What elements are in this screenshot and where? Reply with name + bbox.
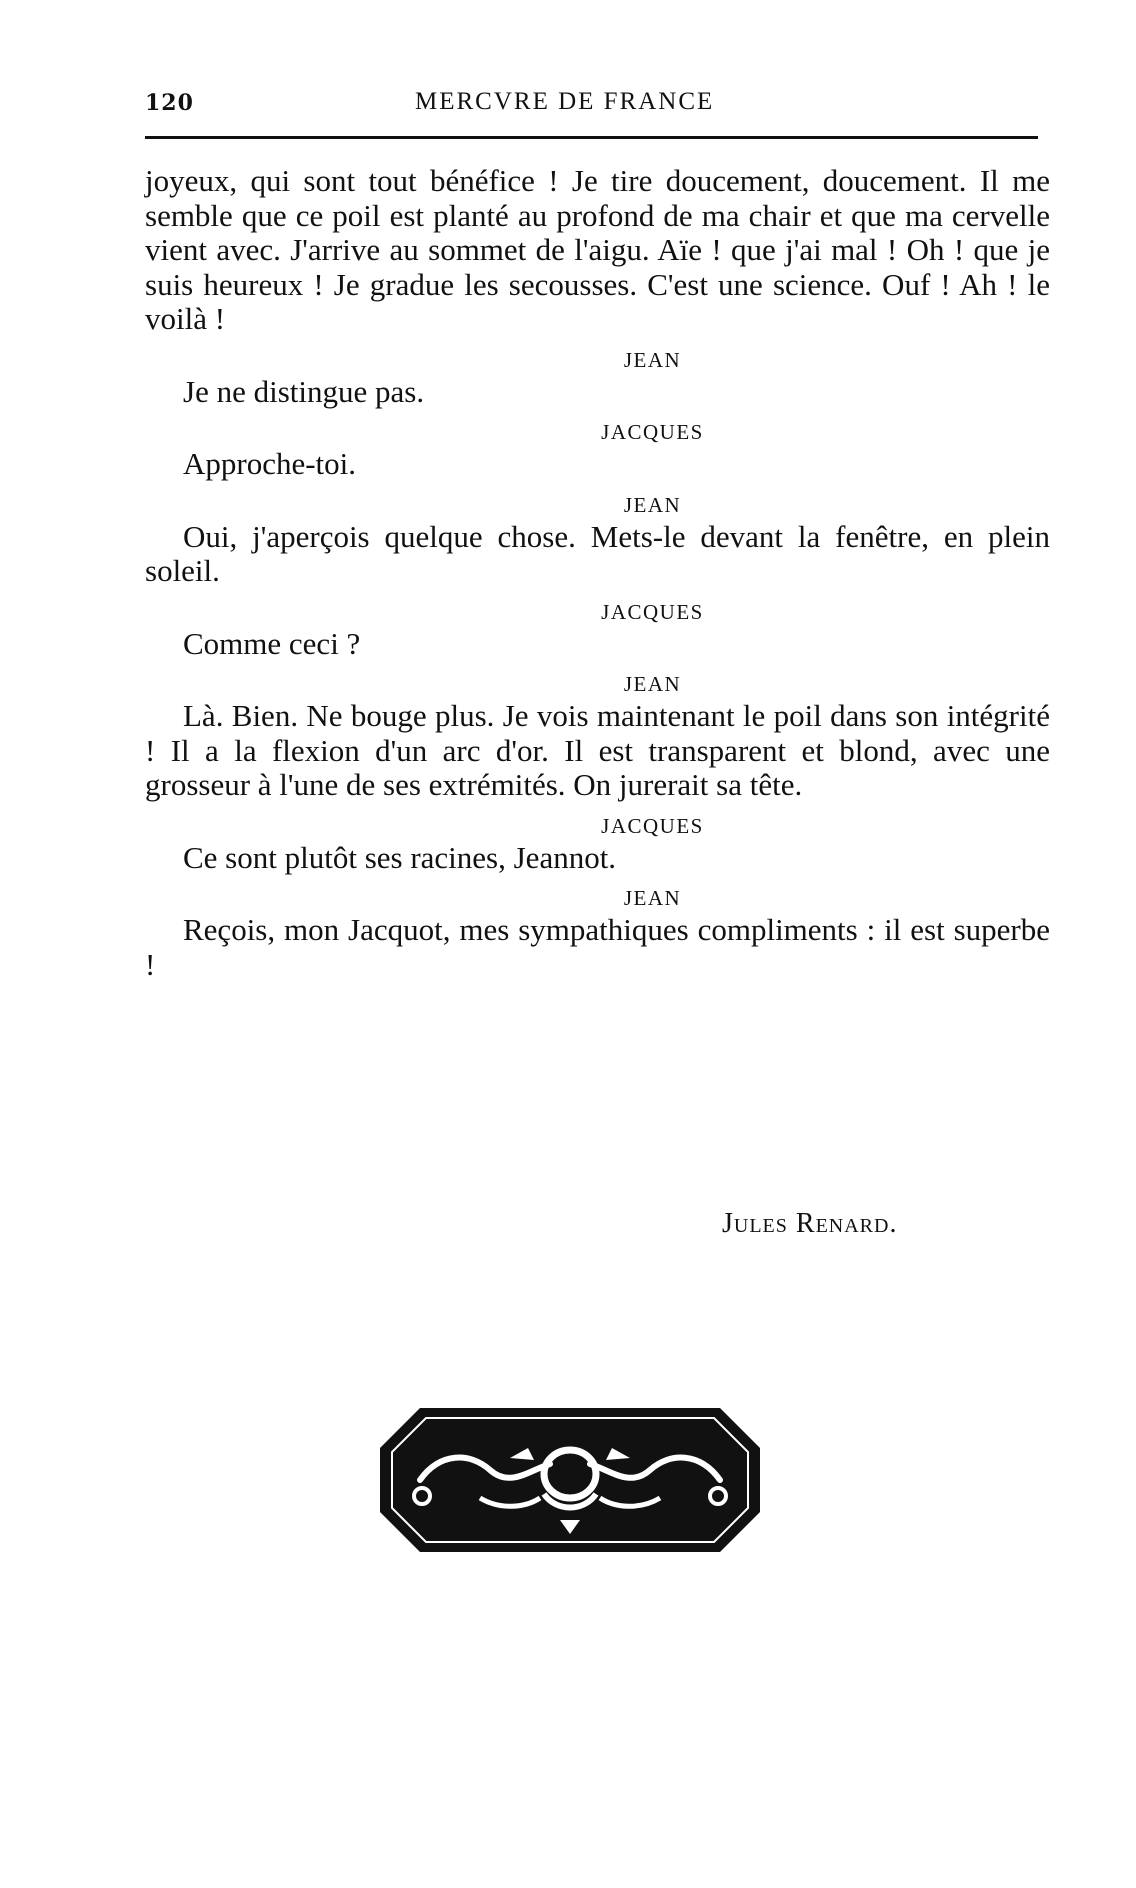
speaker-name: JACQUES (601, 599, 704, 624)
ornament-vignette (360, 1400, 780, 1560)
speaker-name: JEAN (623, 672, 682, 696)
speaker-name: JEAN (623, 886, 682, 910)
running-head: MERCVRE DE FRANCE (415, 88, 715, 115)
speaker-name: JEAN (623, 492, 682, 517)
speaker-name: JACQUES (601, 813, 704, 838)
dialogue-line: Oui, j'aperçois quelque chose. Mets-le devant la fenêtre, en plein soleil. (145, 518, 1050, 588)
author-signature: Jules Renard. (722, 1208, 898, 1239)
opening-paragraph: joyeux, qui sont tout bénéfice ! Je tire doucement, doucement. Il me semble que ce poil est planté au profond de ma chair et que ma cervelle vient avec. J'arrive au sommet de l'aigu. Aïe ! que j'ai mal ! Oh ! que je suis heureux ! Je gradue les secousses. C'est une science. Ouf ! Ah ! le voilà ! (145, 163, 1050, 336)
page-number: 120 (145, 90, 194, 116)
speaker-name: JACQUES (601, 420, 704, 444)
dialogue-line: Je ne distingue pas. (183, 373, 425, 409)
dialogue-line: Reçois, mon Jacquot, mes sympathiques compliments : il est superbe ! (145, 912, 1050, 982)
header-rule (145, 136, 1038, 139)
dialogue-line: Ce sont plutôt ses racines, Jeannot. (183, 839, 617, 875)
dialogue-line: Approche-toi. (183, 446, 357, 481)
text-body (145, 164, 1050, 982)
dialogue-line: Comme ceci ? (183, 625, 361, 661)
speaker-name: JEAN (623, 347, 682, 372)
dialogue-line: Là. Bien. Ne bouge plus. Je vois maintenant le poil dans son intégrité ! Il a la flexion d'un arc d'or. Il est transparent et blond, avec une grosseur à l'une de ses extrémités. On jurerait sa tête. (145, 698, 1050, 802)
page-header (145, 86, 1035, 126)
